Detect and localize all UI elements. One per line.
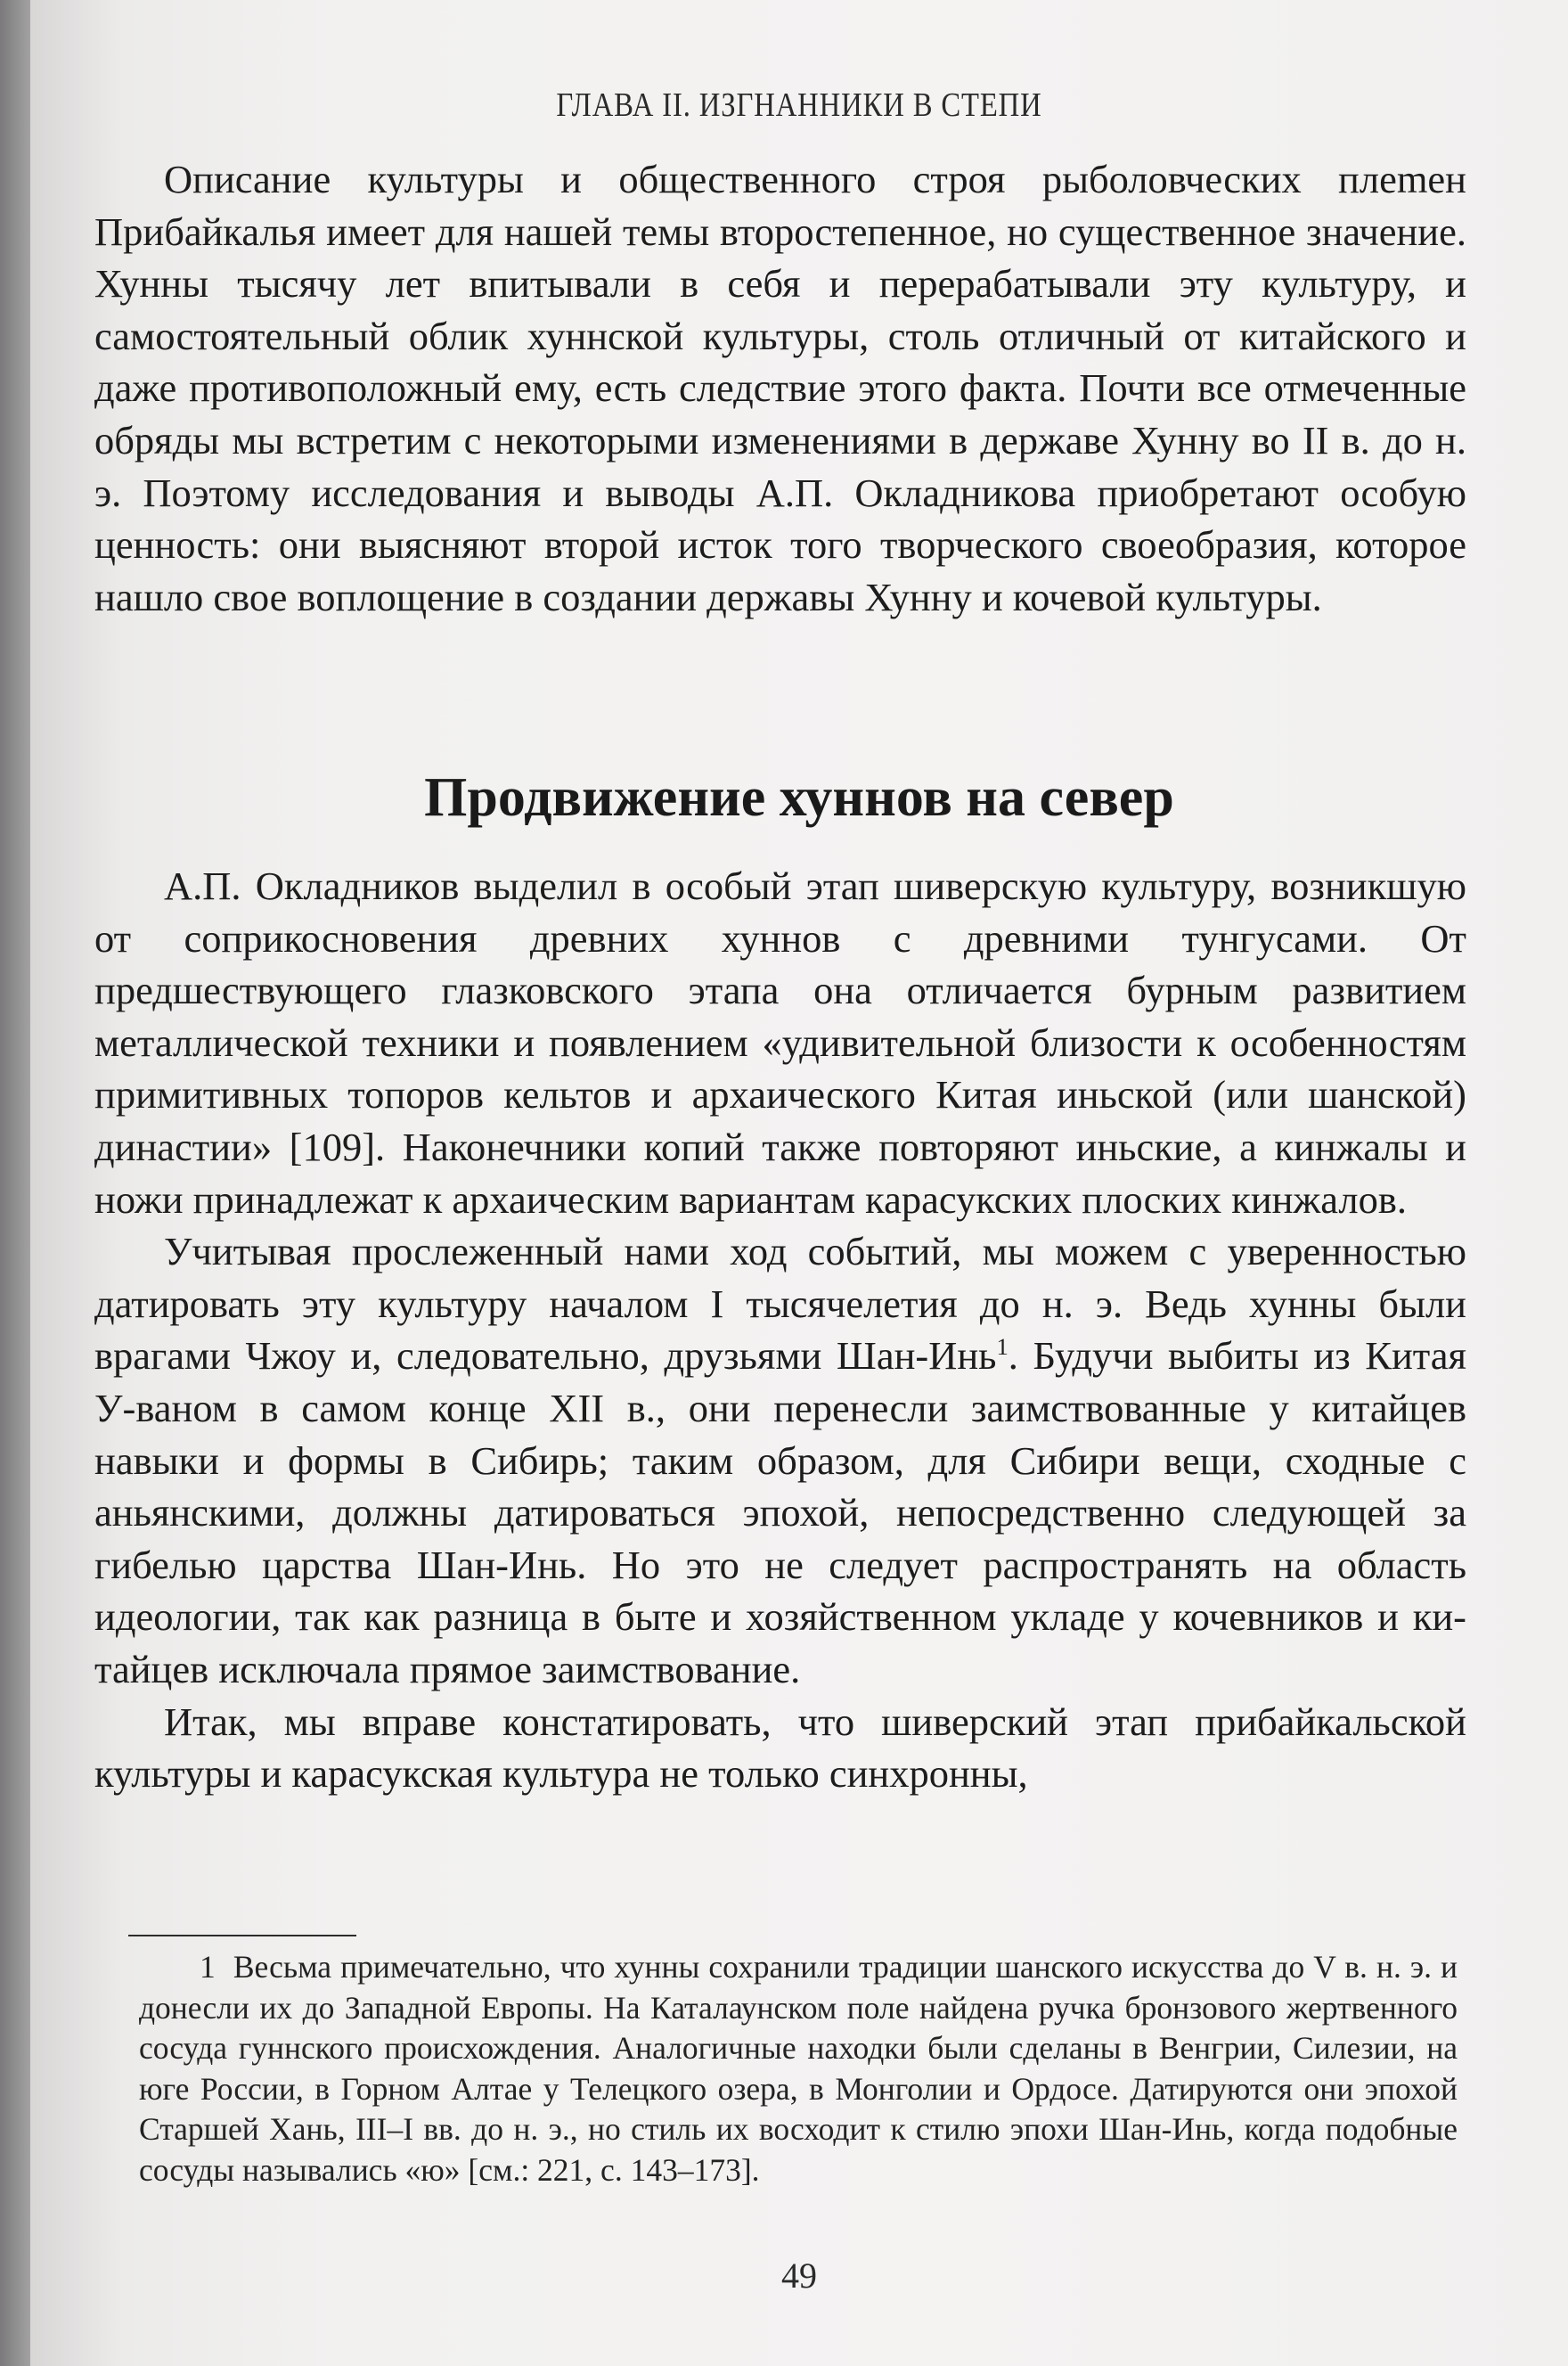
footnote-number: 1 xyxy=(200,1949,216,1985)
footnote xyxy=(139,1947,1458,2190)
paragraph-1: А.П. Окладников выделил в особый этап шиверскую культуру, возникшую от соприкосновения древних хуннов с древними тунгусами. От предшествующего глазковского этапа она отличается бурным развитием металлической техники и появлением «удивительной близости к особенностям примитивных топоров кельтов и архаического Китая иньской (или шанской) династии» [109]. Наконечники копий также повторяют иньские, а кинжалы и ножи принадлежат к архаическим вариантам карасукских плоских кинжалов. xyxy=(94,864,1466,1222)
section-heading: Продвижение хуннов на север xyxy=(424,767,1174,828)
book-page xyxy=(30,0,1568,2366)
book-gutter-shadow xyxy=(0,0,30,2366)
page-number: 49 xyxy=(781,2255,817,2296)
intro-paragraph: Описание культуры и общественного строя рыболовческих плеmен Прибайкалья имеет для нашей темы второстепенное, но существенное значение. Хунны тысячу лет впитывали в себя и перерабатывали эту культуру, и самостоятельный облик хуннской культуры, столь отличный от китайского и даже противоположный ему, есть следствие этого факта. Почти все отмеченные обряды мы встретим с некоторыми изменениями в державе Хунну во II в. до н. э. Поэтому исследования и выводы А.П. Окладникова приобретают особую ценность: они выясняют второй исток того творческого своеобразия, которое нашло свое воплощение в создании державы Хунну и кочевой культуры. xyxy=(94,157,1466,619)
footnote-text: Весьма примечательно, что хунны сохранили традиции шанского искусства до V в. н. э. и донесли их до Западной Европы. На Каталаунском поле найдена ручка бронзового жертвенного сосуда гуннского происхождения. Аналогичные находки были сделаны в Венгрии, Силезии, на юге России, в Горном Алтае у Телецкого озера, в Монголии и Ордосе. Датируются они эпохой Старшей Хань, III–I вв. до н. э., но стиль их восходит к стилю эпохи Шан-Инь, когда подобные сосуды назывались «ю» [см.: 221, с. 143–173]. xyxy=(139,1949,1458,2188)
footnote-separator xyxy=(128,1935,356,1936)
paragraph-3: Итак, мы вправе констатировать, что шиверский этап прибайкальской культуры и карасукская культура не только синхронны, xyxy=(94,1699,1466,1797)
running-head: ГЛАВА II. ИЗГНАННИКИ В СТЕПИ xyxy=(556,86,1042,124)
paragraph-2: Учитывая прослеженный нами ход событий, мы можем с уверенностью датировать эту культуру началом I тысячелетия до н. э. Ведь хунны были врагами Чжоу и, следовательно, друзьями Шан-Инь$^1$. Будучи выбиты из Китая У-ваном в самом конце XII в., они перенесли заимствованные у китайцев навыки и формы в Сибирь; таким образом, для Сибири вещи, сходные с аньянскими, должны датироваться эпохой, непосредственно следующей за гибелью царства Шан-Инь. Но это не следует распространять на область идеологии, так как разница в быте и хозяйственном укладе у кочевников и китайцев исключала прямое заимствование. xyxy=(94,1229,1466,1691)
paragraph-2-text: Учитывая прослеженный нами ход событий, мы можем с уверенностью датировать эту культуру началом I тысячелетия до н. э. Ведь хунны были врагами Чжоу и, следовательно, друзьями Шан-Инь xyxy=(94,1229,1466,1379)
main-text-block xyxy=(94,860,1466,1800)
paragraph-2-continuation: Будучи выбиты из Китая У-ваном в самом конце XII в., они перенесли заимствованные у китайцев навыки и формы в Сибирь; таким образом, для Сибири вещи, сходные с аньянскими, должны датироваться эпохой, непосредственно следующей за гибелью царства Шан-Инь. Но это не следует распространять на область идеологии, так как разница в быте и хозяйственном укладе у кочевников и китайцев исключала прямое заимствование. xyxy=(94,1333,1466,1691)
footnote-paragraph xyxy=(139,1947,1458,2190)
intro-text-block xyxy=(94,153,1466,623)
footnote-reference: 1 xyxy=(996,1333,1009,1361)
